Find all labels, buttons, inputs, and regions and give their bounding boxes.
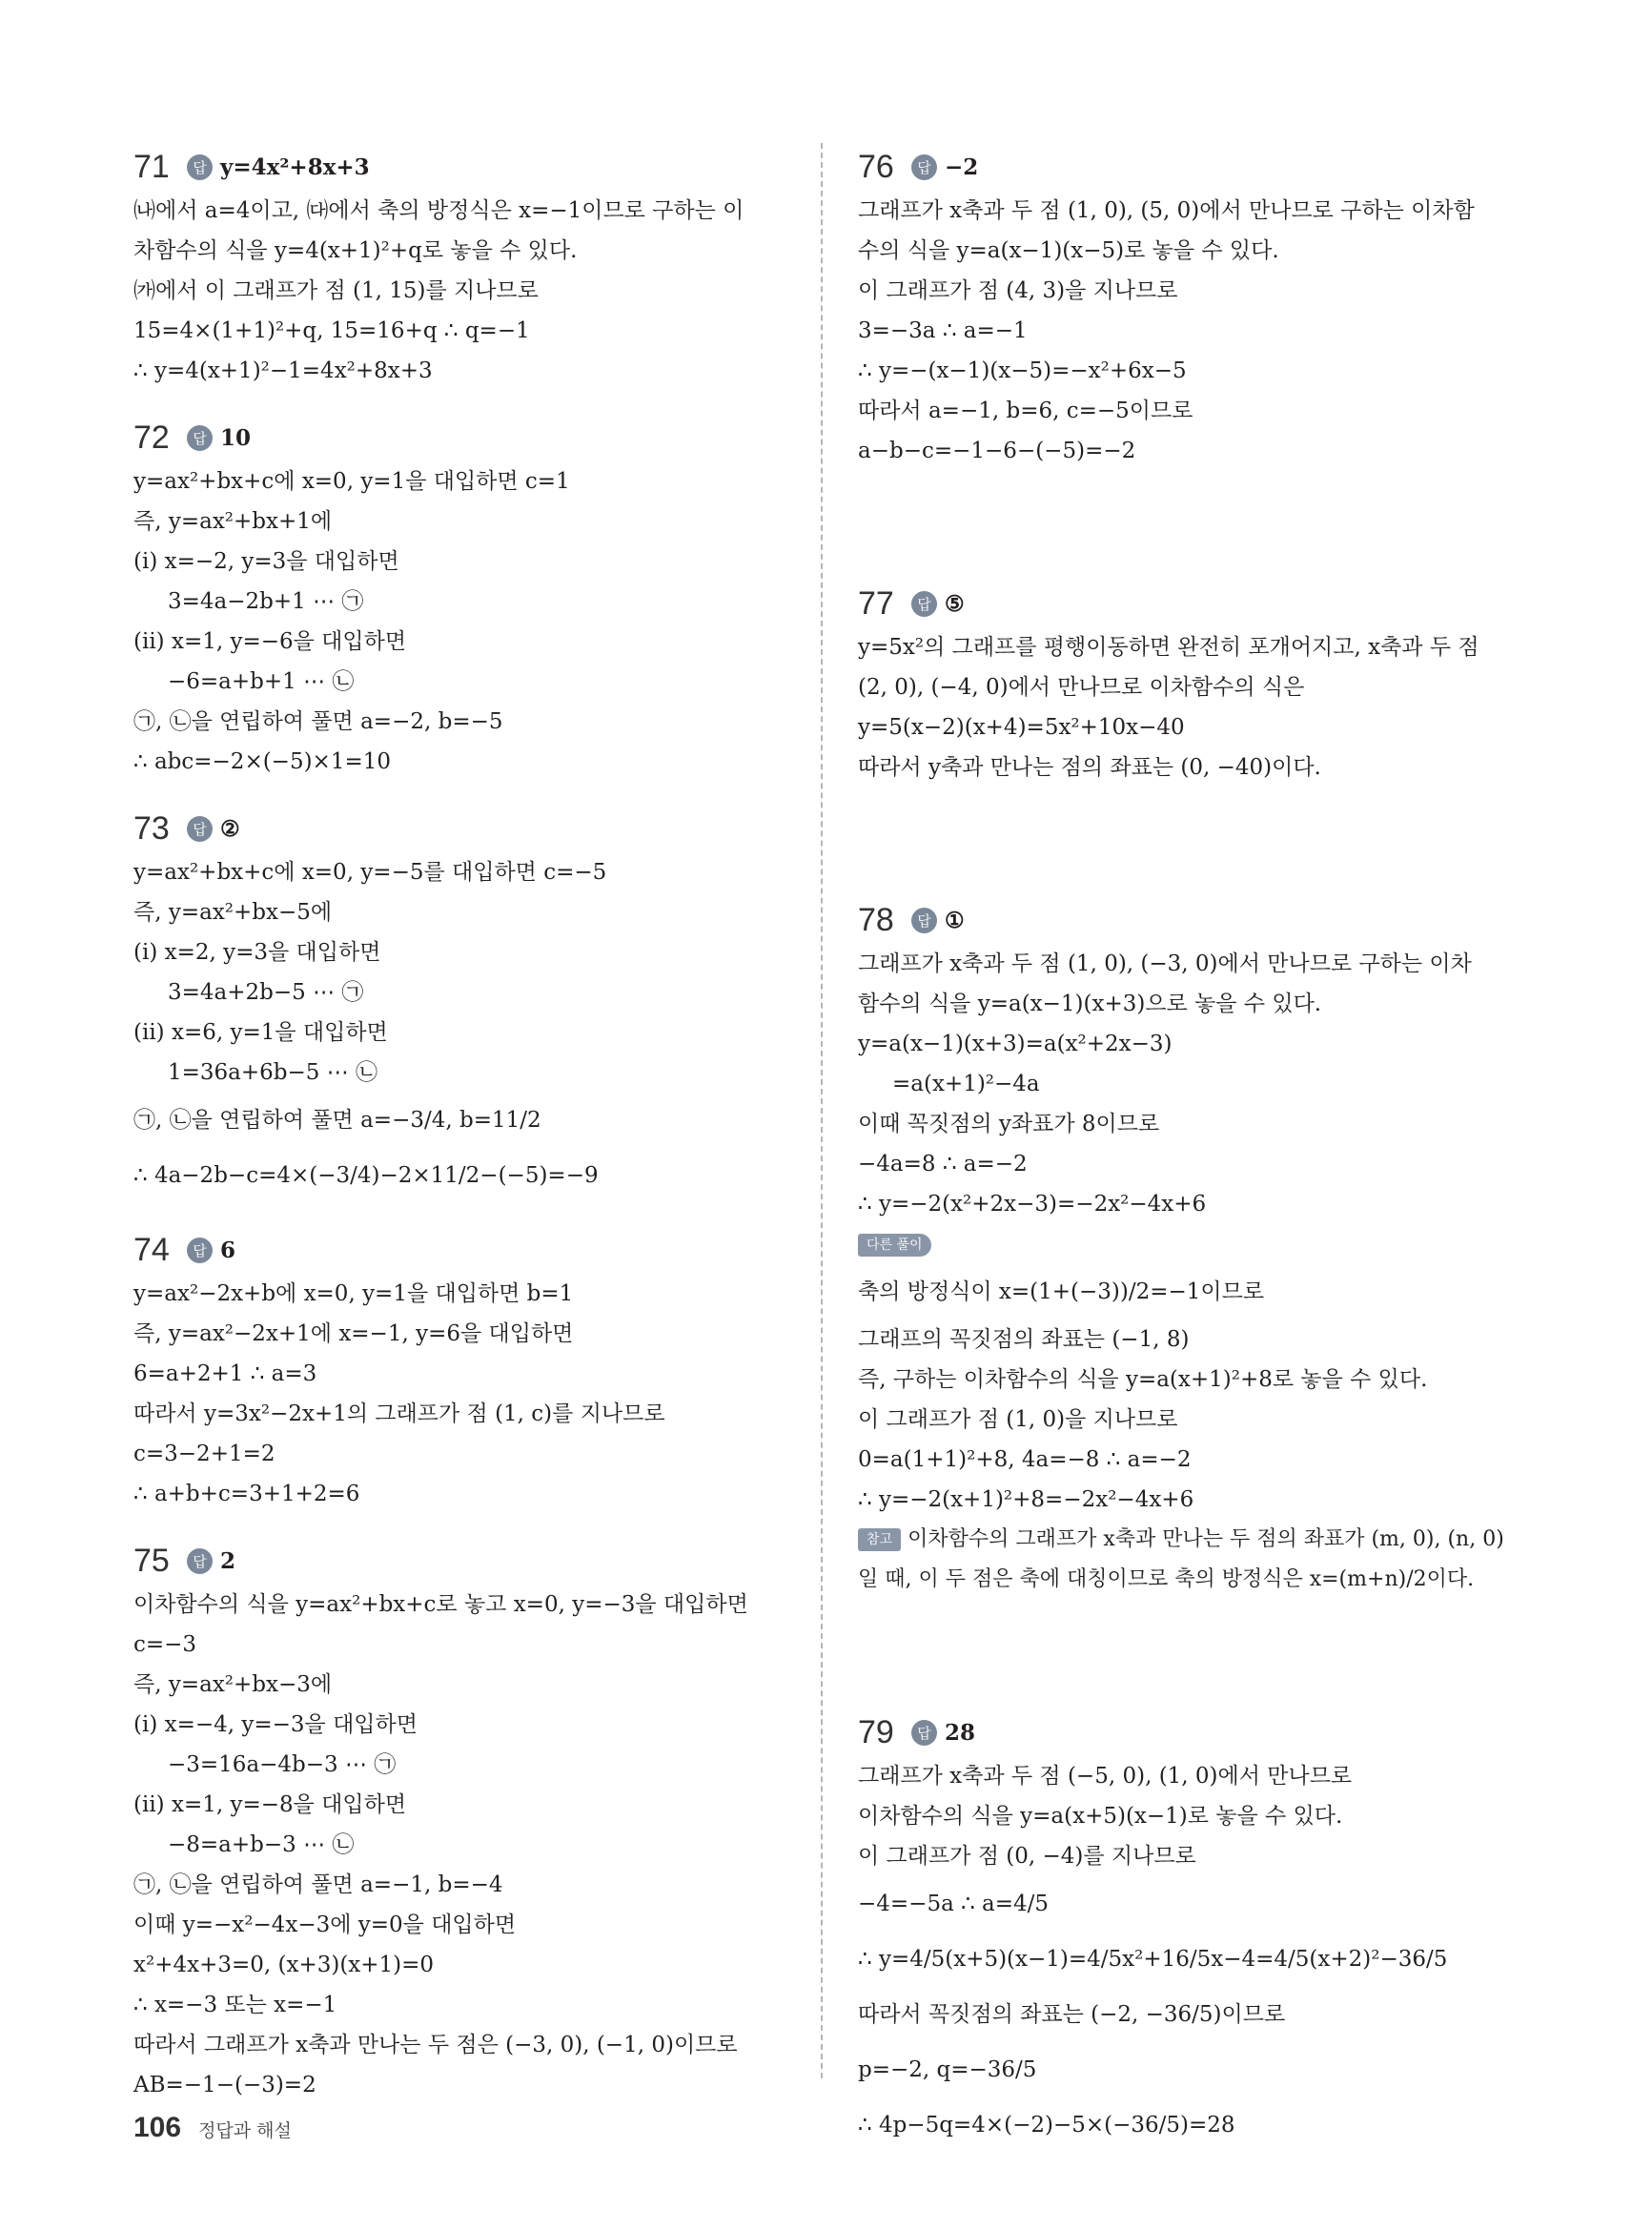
solution-line: 3=4a+2b−5 ⋯ ㉠: [168, 980, 364, 1005]
right-column: [858, 143, 1516, 2176]
solution-line: 따라서 y축과 만나는 점의 좌표는 (0, −40)이다.: [858, 755, 1321, 780]
note-tag: 참고: [858, 1528, 901, 1551]
answer: ⑤: [945, 590, 965, 617]
solution-line: a−b−c=−1−6−(−5)=−2: [858, 439, 1136, 463]
solution-line: 즉, y=ax²+bx+1에: [133, 509, 333, 534]
problem-72: [133, 414, 791, 782]
solution-line: ∴ 4a−2b−c=4×(−3/4)−2×11/2−(−5)=−9: [133, 1163, 599, 1188]
solution-line: 따라서 꼭짓점의 좌표는 (−2, −36/5)이므로: [858, 2002, 1286, 2027]
solution-line: (ⅱ) x=1, y=−8을 대입하면: [133, 1792, 407, 1817]
solution-line: ㉠, ㉡을 연립하여 풀면 a=−3/4, b=11/2: [133, 1108, 541, 1133]
answer: 28: [945, 1719, 976, 1746]
problem-number: 71: [133, 148, 170, 185]
solution-line: −8=a+b−3 ⋯ ㉡: [168, 1832, 355, 1857]
solution-line: −4=−5a ∴ a=4/5: [858, 1892, 1050, 1916]
problem-76: [858, 143, 1516, 471]
spacer: [858, 494, 1516, 580]
problem-number: 76: [858, 148, 894, 185]
problem-header: [133, 143, 791, 191]
problem-73: [133, 805, 791, 1203]
solution-line: ∴ abc=−2×(−5)×1=10: [133, 749, 392, 774]
answer-badge: 답: [911, 154, 937, 180]
solution-line: (ⅰ) x=−4, y=−3을 대입하면: [133, 1712, 418, 1737]
solution-line: −3=16a−4b−3 ⋯ ㉠: [168, 1752, 397, 1777]
solution-line: 축의 방정식이 x=(1+(−3))/2=−1이므로: [858, 1279, 1265, 1304]
solution-line: (ⅰ) x=−2, y=3을 대입하면: [133, 549, 399, 574]
solution-line: ∴ x=−3 또는 x=−1: [133, 1993, 337, 2017]
problem-number: 77: [858, 584, 894, 622]
answer: 10: [220, 424, 252, 451]
alt-solution-header: [858, 1224, 1516, 1264]
solution-line: (ⅰ) x=2, y=3을 대입하면: [133, 940, 381, 965]
solution-line: 즉, 구하는 이차함수의 식을 y=a(x+1)²+8로 놓을 수 있다.: [858, 1367, 1428, 1392]
solution-line: c=3−2+1=2: [133, 1442, 275, 1466]
problem-number: 79: [858, 1713, 894, 1750]
solution-line: (ⅱ) x=1, y=−6을 대입하면: [133, 629, 407, 654]
problem-header: [858, 143, 1516, 191]
solution-line: y=5(x−2)(x+4)=5x²+10x−40: [858, 715, 1185, 740]
problem-74: [133, 1226, 791, 1514]
problem-header: [133, 1537, 791, 1585]
solution-line: 따라서 그래프가 x축과 만나는 두 점은 (−3, 0), (−1, 0)이므로: [133, 2033, 738, 2057]
solution-line: ∴ y=−2(x²+2x−3)=−2x²−4x+6: [858, 1192, 1207, 1217]
solution-line: y=a(x−1)(x+3)=a(x²+2x−3): [858, 1032, 1173, 1056]
solution-line: ㈏에서 a=4이고, ㈐에서 축의 방정식은 x=−1이므로 구하는 이: [133, 198, 744, 223]
problem-71: [133, 143, 791, 391]
answer-badge: 답: [187, 816, 213, 842]
problem-number: 75: [133, 1542, 170, 1579]
solution-line: 이때 꼭짓점의 y좌표가 8이므로: [858, 1112, 1160, 1136]
solution-line: 즉, y=ax²+bx−5에: [133, 900, 333, 925]
problem-number: 74: [133, 1231, 170, 1268]
alt-solution-tag: 다른 풀이: [858, 1234, 931, 1257]
solution-line: 수의 식을 y=a(x−1)(x−5)로 놓을 수 있다.: [858, 238, 1279, 263]
answer: ①: [945, 907, 965, 933]
solution-line: 그래프가 x축과 두 점 (1, 0), (5, 0)에서 만나므로 구하는 이차함: [858, 198, 1475, 223]
problem-number: 72: [133, 419, 170, 456]
solution-line: y=ax²−2x+b에 x=0, y=1을 대입하면 b=1: [133, 1281, 574, 1306]
solution-line: (2, 0), (−4, 0)에서 만나므로 이차함수의 식은: [858, 675, 1305, 700]
solution-line: 즉, y=ax²+bx−3에: [133, 1672, 333, 1697]
solution-line: ㉠, ㉡을 연립하여 풀면 a=−1, b=−4: [133, 1872, 503, 1897]
problem-header: [858, 580, 1516, 627]
solution-line: 이때 y=−x²−4x−3에 y=0을 대입하면: [133, 1913, 517, 1937]
problem-number: 78: [858, 901, 894, 938]
answer: ②: [220, 815, 240, 842]
problem-header: [133, 414, 791, 461]
problem-number: 73: [133, 809, 170, 847]
solution-line: 이 그래프가 점 (4, 3)을 지나므로: [858, 278, 1178, 303]
solution-line: 그래프가 x축과 두 점 (1, 0), (−3, 0)에서 만나므로 구하는 이차: [858, 951, 1472, 976]
solution-line: y=ax²+bx+c에 x=0, y=−5를 대입하면 c=−5: [133, 860, 607, 885]
solution-line: ㈎에서 이 그래프가 점 (1, 15)를 지나므로: [133, 278, 539, 303]
solution-line: y=ax²+bx+c에 x=0, y=1을 대입하면 c=1: [133, 469, 570, 494]
solution-line: 3=4a−2b+1 ⋯ ㉠: [168, 589, 364, 614]
solution-line: 함수의 식을 y=a(x−1)(x+3)으로 놓을 수 있다.: [858, 992, 1322, 1016]
answer: −2: [945, 153, 979, 180]
solution-line: 차함수의 식을 y=4(x+1)²+q로 놓을 수 있다.: [133, 238, 578, 263]
answer-badge: 답: [187, 1238, 213, 1263]
problem-header: [133, 1226, 791, 1274]
solution-line: ∴ y=4/5(x+5)(x−1)=4/5x²+16/5x−4=4/5(x+2)²−36/5: [858, 1947, 1448, 1972]
footer-title: 정답과 해설: [198, 2120, 292, 2141]
solution-line: 그래프가 x축과 두 점 (−5, 0), (1, 0)에서 만나므로: [858, 1764, 1353, 1789]
solution-line: ∴ y=−(x−1)(x−5)=−x²+6x−5: [858, 358, 1187, 383]
spacer: [858, 810, 1516, 896]
solution-line: 따라서 y=3x²−2x+1의 그래프가 점 (1, c)를 지나므로: [133, 1401, 665, 1426]
solution-line: 3=−3a ∴ a=−1: [858, 318, 1028, 343]
solution-line: 15=4×(1+1)²+q, 15=16+q ∴ q=−1: [133, 318, 530, 343]
solution-line: 6=a+2+1 ∴ a=3: [133, 1361, 317, 1386]
problem-header: [858, 1708, 1516, 1756]
answer-badge: 답: [187, 1548, 213, 1574]
spacer: [858, 1623, 1516, 1708]
solution-line: 1=36a+6b−5 ⋯ ㉡: [168, 1060, 378, 1085]
answer: 2: [220, 1547, 236, 1574]
problem-78: [858, 896, 1516, 1600]
answer-badge: 답: [187, 154, 213, 180]
solution-line: 그래프의 꼭짓점의 좌표는 (−1, 8): [858, 1327, 1190, 1352]
note-line: 일 때, 이 두 점은 축에 대칭이므로 축의 방정식은 x=(m+n)/2이다.: [858, 1567, 1475, 1591]
problem-75: [133, 1537, 791, 2105]
left-column: [133, 143, 791, 2128]
solution-line: 따라서 a=−1, b=6, c=−5이므로: [858, 399, 1193, 423]
answer: 6: [220, 1237, 236, 1263]
solution-line: 0=a(1+1)²+8, 4a=−8 ∴ a=−2: [858, 1447, 1192, 1472]
answer-badge: 답: [911, 591, 937, 617]
note-text: 이차함수의 그래프가 x축과 만나는 두 점의 좌표가 (m, 0), (n, 0): [908, 1527, 1504, 1551]
problem-header: [858, 896, 1516, 944]
solution-line: ∴ a+b+c=3+1+2=6: [133, 1482, 360, 1506]
solution-line: p=−2, q=−36/5: [858, 2057, 1037, 2082]
answer-badge: 답: [187, 425, 213, 451]
solution-line: 이 그래프가 점 (0, −4)를 지나므로: [858, 1844, 1196, 1869]
solution-line: 즉, y=ax²−2x+1에 x=−1, y=6을 대입하면: [133, 1321, 574, 1346]
solution-line: −6=a+b+1 ⋯ ㉡: [168, 669, 355, 694]
solution-line: 이차함수의 식을 y=a(x+5)(x−1)로 놓을 수 있다.: [858, 1804, 1343, 1829]
page-footer: [133, 2112, 292, 2144]
solution-line: 이 그래프가 점 (1, 0)을 지나므로: [858, 1407, 1178, 1432]
solution-line: x²+4x+3=0, (x+3)(x+1)=0: [133, 1953, 435, 1977]
solution-line: =a(x+1)²−4a: [892, 1072, 1040, 1096]
note-line: [858, 1520, 1516, 1560]
solution-line: ∴ y=4(x+1)²−1=4x²+8x+3: [133, 358, 433, 383]
answer: y=4x²+8x+3: [220, 153, 370, 180]
problem-77: [858, 580, 1516, 788]
page-number: 106: [133, 2112, 182, 2143]
solution-line: (ⅱ) x=6, y=1을 대입하면: [133, 1020, 388, 1045]
solution-line: −4a=8 ∴ a=−2: [858, 1152, 1028, 1176]
solution-line: AB=−1−(−3)=2: [133, 2073, 316, 2097]
solution-line: y=5x²의 그래프를 평행이동하면 완전히 포개어지고, x축과 두 점: [858, 635, 1479, 660]
answer-badge: 답: [911, 908, 937, 933]
solution-line: ∴ 4p−5q=4×(−2)−5×(−36/5)=28: [858, 2113, 1235, 2138]
solution-line: ㉠, ㉡을 연립하여 풀면 a=−2, b=−5: [133, 709, 503, 734]
answer-badge: 답: [911, 1720, 937, 1746]
problem-79: [858, 1708, 1516, 2153]
column-divider: [821, 143, 823, 2078]
solution-line: c=−3: [133, 1632, 197, 1657]
solution-line: 이차함수의 식을 y=ax²+bx+c로 놓고 x=0, y=−3을 대입하면: [133, 1592, 748, 1617]
solution-line: ∴ y=−2(x+1)²+8=−2x²−4x+6: [858, 1487, 1194, 1512]
problem-header: [133, 805, 791, 852]
